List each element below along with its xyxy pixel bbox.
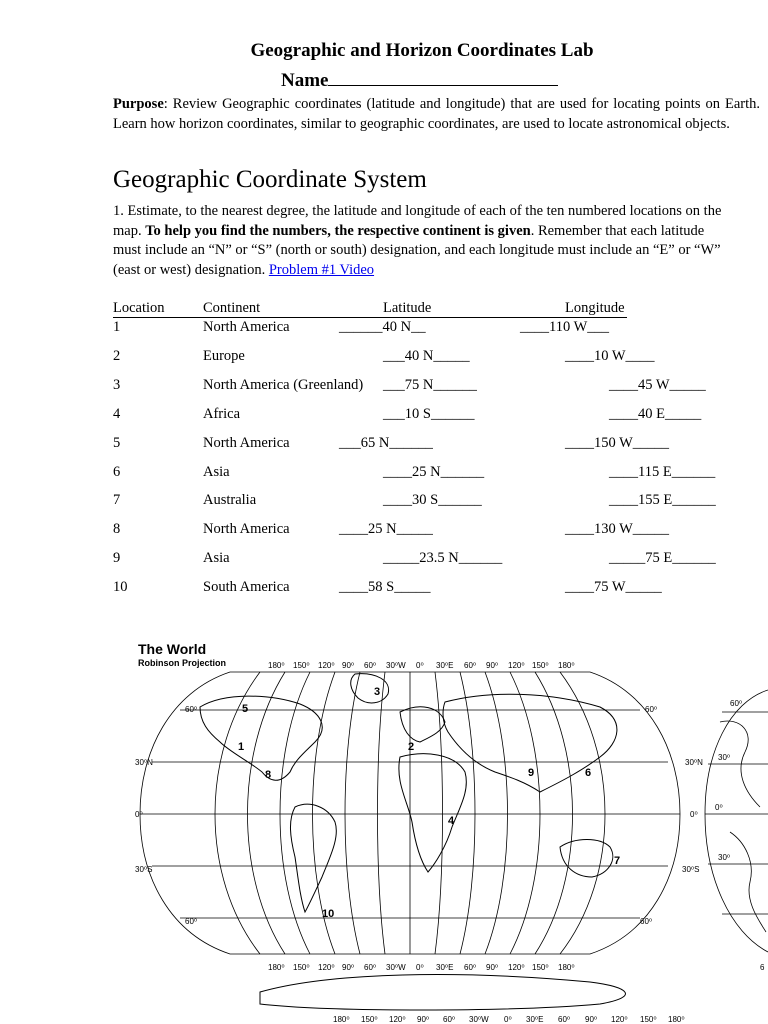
header-rule [113,317,627,318]
lon-label: 120⁰ [318,661,335,670]
map-marker-2: 2 [408,741,415,753]
lon-label: 0⁰ [416,963,424,972]
lon-label: 30⁰E [526,1015,544,1024]
row-continent: North America [203,521,290,537]
row-latitude: ___10 S______ [383,406,475,422]
lat-label: 30⁰S [135,865,153,874]
row-longitude: ____150 W_____ [565,435,670,451]
row-longitude: ____115 E______ [609,464,716,480]
meridian [345,672,360,954]
purpose-text: : Review Geographic coordinates (latitude and longitude) that are used for locating points on Earth. Learn how horizon coordinates, similar to geographic coordinates, are used to locate astronomical objects. [113,96,760,132]
row-continent: Australia [203,492,257,508]
second-map-lat-label: 30⁰ [718,753,731,762]
lon-label: 150⁰ [293,963,310,972]
row-location: 1 [113,319,121,335]
name-blank-line [328,67,558,86]
lon-label: 60⁰ [464,661,477,670]
map-marker-1: 1 [238,741,245,753]
lat-label: 30⁰S [682,865,700,874]
lon-label: 60⁰ [364,963,377,972]
row-continent: Europe [203,348,245,364]
name-label: Name [281,70,329,91]
row-location: 3 [113,377,121,393]
row-longitude: ____40 E_____ [609,406,702,422]
row-longitude: ____10 W____ [565,348,655,364]
lat-label: 30⁰N [135,758,153,767]
lon-label: 180⁰ [268,661,285,670]
row-longitude: ____75 W_____ [565,579,662,595]
second-map-lat-label: 60⁰ [730,699,743,708]
world-map-svg [130,632,768,1024]
header-longitude: Longitude [565,300,625,316]
lon-label: 60⁰ [443,1015,456,1024]
problem-video-link[interactable]: Problem #1 Video [268,261,375,278]
second-map-outline [705,690,768,952]
lon-label: 180⁰ [668,1015,685,1024]
lon-label: 150⁰ [532,963,549,972]
map-title: The World [138,641,207,657]
row-longitude: ____45 W_____ [609,377,706,393]
name-field [281,67,558,92]
lon-label: 60⁰ [558,1015,571,1024]
lon-label: 120⁰ [508,661,525,670]
lon-label: 120⁰ [508,963,525,972]
africa-shape [399,754,466,872]
lat-label: 60⁰ [645,705,658,714]
map-marker-10: 10 [322,908,335,920]
row-location: 5 [113,435,121,451]
second-map-coast [730,832,766,932]
header-location: Location [113,300,165,316]
row-location: 10 [113,579,128,595]
meridian [248,672,286,954]
row-continent: South America [203,579,290,595]
lon-label: 90⁰ [486,661,499,670]
lon-label: 150⁰ [532,661,549,670]
row-longitude: ____110 W___ [520,319,610,335]
question-rest: . Remember that each latitude must include an “N” or “S” (north or south) designation, and each longitude must include an “E” or “W” (east or west) designation. [113,222,721,278]
row-location: 4 [113,406,121,422]
row-continent: Asia [203,464,230,480]
meridian [560,672,605,954]
lon-label: 120⁰ [389,1015,406,1024]
europe-shape [400,707,445,742]
lat-label: 0⁰ [135,810,143,819]
row-latitude: ___75 N______ [383,377,477,393]
lon-label: 90⁰ [417,1015,430,1024]
question-bold: To help you find the numbers, the respective continent is given [145,222,531,239]
lon-label: 120⁰ [318,963,335,972]
lon-label: 90⁰ [342,661,355,670]
row-continent: Africa [203,406,241,422]
row-latitude: ___65 N______ [339,435,433,451]
row-continent: Asia [203,550,230,566]
lon-label: 30⁰W [386,661,406,670]
lat-label: 60⁰ [185,917,198,926]
meridian [378,672,386,954]
lon-label: 180⁰ [333,1015,350,1024]
lon-label: 60⁰ [464,963,477,972]
lon-label: 90⁰ [486,963,499,972]
lon-label: 90⁰ [585,1015,598,1024]
row-longitude: ____130 W_____ [565,521,670,537]
page-title: Geographic and Horizon Coordinates Lab [250,40,594,61]
header-continent: Continent [203,300,261,316]
map-marker-7: 7 [614,855,621,867]
lon-label: 30⁰W [469,1015,489,1024]
map-subtitle: Robinson Projection [138,658,227,668]
row-location: 2 [113,348,121,364]
lon-label: 0⁰ [504,1015,512,1024]
row-longitude: _____75 E______ [609,550,716,566]
header-latitude: Latitude [383,300,432,316]
row-continent: North America [203,435,290,451]
lon-label: 0⁰ [416,661,424,670]
lon-label: 120⁰ [611,1015,628,1024]
lon-label: 30⁰W [386,963,406,972]
row-location: 8 [113,521,121,537]
question-intro: 1. Estimate, to the nearest degree, the latitude and longitude of each of the ten numbered locations on the map. [113,203,722,239]
map-marker-3: 3 [374,686,381,698]
lon-label: 180⁰ [268,963,285,972]
row-latitude: ______40 N__ [339,319,426,335]
row-continent: North America [203,319,290,335]
meridian [535,672,573,954]
map-marker-4: 4 [448,815,455,827]
second-map-lat-label: 30⁰ [718,853,731,862]
row-location: 6 [113,464,121,480]
meridian [215,672,260,954]
lat-label: 0⁰ [690,810,698,819]
lon-label: 30⁰E [436,963,454,972]
meridian [435,672,443,954]
row-latitude: ___40 N_____ [383,348,470,364]
row-latitude: ____25 N_____ [339,521,433,537]
lon-label: 180⁰ [558,963,575,972]
australia-shape [560,840,613,878]
row-latitude: ____25 N______ [383,464,485,480]
lat-label: 60⁰ [640,917,653,926]
lat-label: 60⁰ [185,705,198,714]
lon-label: 150⁰ [361,1015,378,1024]
map-marker-9: 9 [528,767,535,779]
lon-label: 150⁰ [640,1015,657,1024]
map-marker-5: 5 [242,703,249,715]
world-map [130,632,768,1024]
lon-label: 90⁰ [342,963,355,972]
row-latitude: ____58 S_____ [339,579,431,595]
antarctica-shape [260,975,625,1010]
row-continent: North America (Greenland) [203,377,364,393]
row-latitude: _____23.5 N______ [383,550,503,566]
meridian [510,672,540,954]
map-marker-6: 6 [585,767,592,779]
section-heading: Geographic Coordinate System [113,166,427,193]
meridian [460,672,475,954]
second-map-lat-label: 0⁰ [715,803,723,812]
lon-label: 60⁰ [364,661,377,670]
meridian [485,672,508,954]
north-america-shape [200,696,322,780]
second-map-lat-label: 6 [760,963,765,972]
lon-label: 30⁰E [436,661,454,670]
row-location: 9 [113,550,121,566]
row-latitude: ____30 S______ [383,492,482,508]
lon-label: 180⁰ [558,661,575,670]
row-longitude: ____155 E______ [609,492,716,508]
south-america-shape [290,804,336,912]
map-marker-8: 8 [265,769,272,781]
purpose-paragraph [113,94,760,134]
lat-label: 30⁰N [685,758,703,767]
purpose-label: Purpose [113,96,164,112]
lon-label: 150⁰ [293,661,310,670]
question-1 [113,202,733,280]
row-location: 7 [113,492,121,508]
